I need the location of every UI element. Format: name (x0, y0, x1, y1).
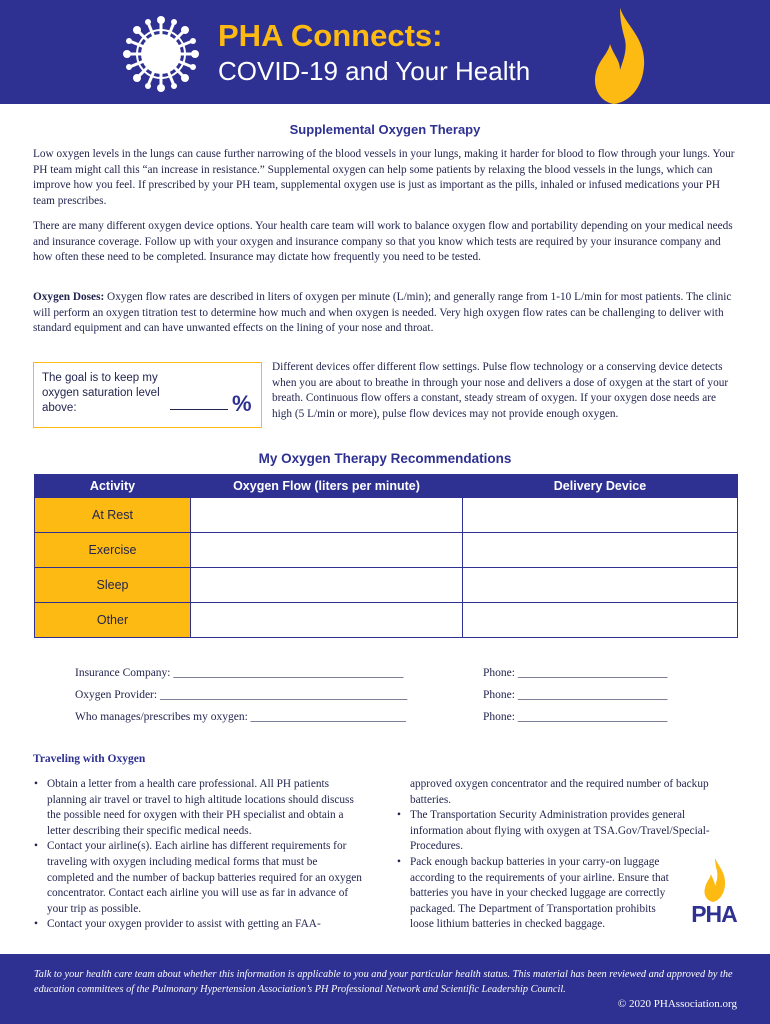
flame-icon (590, 8, 648, 104)
phone-field[interactable]: Phone: __________________________ (483, 689, 668, 701)
delivery-device-entry[interactable] (463, 568, 738, 603)
paragraph-low-oxygen: Low oxygen levels in the lungs can cause further narrowing of the blood vessels in your lungs, making it harder for blood to flow through your lungs. Your PH team might call this “an increase in resistance.” Supplemental oxygen can help some patients by relaxing the blood vessels in the lungs, which can improve how you feel. If prescribed by your PH team, supplemental oxygen use is just as important as the pills, inhaled or infused medications your PH team prescribes. (33, 148, 735, 207)
page-title: PHA Connects: (218, 18, 443, 53)
oxygen-provider-field[interactable]: Oxygen Provider: ___________________________________________ (75, 689, 408, 701)
column-header-oxygen-flow: Oxygen Flow (liters per minute) (191, 475, 463, 498)
recommendations-table (34, 474, 738, 638)
pha-flame-icon (702, 858, 726, 902)
list-item-continuation: approved oxygen concentrator and the required number of backup batteries. (410, 778, 709, 806)
virus-icon (113, 6, 209, 102)
list-item: • Contact your oxygen provider to assist with getting an FAA- (33, 917, 363, 933)
goal-box (33, 362, 262, 428)
delivery-device-entry[interactable] (463, 498, 738, 533)
insurance-company-field[interactable]: Insurance Company: ________________________________________ (75, 667, 404, 679)
delivery-device-entry[interactable] (463, 603, 738, 638)
traveling-heading: Traveling with Oxygen (33, 753, 146, 765)
paragraph-device-options: There are many different oxygen device options. Your health care team will work to balance oxygen flow and portability depending on your medical needs and insurance coverage. Follow up with your oxygen and insurance company so that you know which tests are required by your insurance company and how often these need to be completed. Insurance may dictate how frequently you need to be tested. (33, 220, 733, 264)
oxygen-doses-label: Oxygen Doses: (33, 291, 105, 303)
activity-cell: Sleep (35, 568, 191, 603)
travel-left-column (33, 777, 363, 933)
activity-cell: Other (35, 603, 191, 638)
pha-logo-text: PHA (691, 901, 737, 927)
column-header-delivery-device: Delivery Device (463, 475, 738, 498)
footer (0, 954, 770, 1024)
supplemental-oxygen-heading: Supplemental Oxygen Therapy (289, 122, 481, 137)
table-row (35, 498, 738, 533)
oxygen-flow-entry[interactable] (191, 568, 463, 603)
delivery-device-entry[interactable] (463, 533, 738, 568)
pha-logo (690, 858, 738, 932)
table-row (35, 603, 738, 638)
goal-saturation-blank[interactable] (170, 409, 228, 410)
activity-cell: Exercise (35, 533, 191, 568)
phone-field[interactable]: Phone: __________________________ (483, 667, 668, 679)
table-header-row (35, 475, 738, 498)
activity-cell: At Rest (35, 498, 191, 533)
oxygen-flow-entry[interactable] (191, 533, 463, 568)
list-item: • Pack enough backup batteries in your carry-on luggage according to the requirements of your airline. Ensure that batteries you have in your checked luggage are correctly packaged. The Department of Transportation prohibits loose lithium batteries in checked baggage. (396, 855, 678, 933)
list-item: • The Transportation Security Administration provides general information about flying with oxygen at TSA.Gov/Travel/Special-Procedures. (396, 808, 738, 855)
who-manages-field[interactable]: Who manages/prescribes my oxygen: ___________________________ (75, 711, 406, 723)
paragraph-devices: Different devices offer different flow settings. Pulse flow technology or a conserving device detects when you are about to breathe in through your nose and delivers a dose of oxygen at the start of your breath. Continuous flow offers a constant, steady stream of oxygen. If your oxygen dose needs are high (5 L/min or more), pulse flow devices may not provide enough oxygen. (272, 361, 729, 420)
column-header-activity: Activity (35, 475, 191, 498)
oxygen-doses-text: Oxygen flow rates are described in liters of oxygen per minute (L/min); and generally range from 1-10 L/min for most patients. The clinic will perform an oxygen titration test to determine how much and when oxygen is needed. Very high oxygen flow rates can be challenging to deliver with standard equipment and can have unwanted effects on the lining of your nose and throat. (33, 291, 732, 335)
paragraph-oxygen-doses (33, 290, 738, 337)
goal-percent-sign: % (232, 391, 252, 416)
list-item: • Obtain a letter from a health care professional. All PH patients planning air travel or travel to high altitude locations should discuss the possible need for oxygen with their PH specialist and obtain a letter describing their specific medical needs. (33, 777, 363, 839)
table-row (35, 568, 738, 603)
footer-copyright: © 2020 PHAssociation.org (617, 998, 737, 1010)
footer-disclaimer: Talk to your health care team about whether this information is applicable to you and your particular health status. This material has been reviewed and approved by the education committees of the Pulmonary Hypertension Association’s PH Professional Network and Scientific Leadership Council. (34, 969, 733, 995)
travel-right-column (396, 777, 738, 933)
page-subtitle: COVID-19 and Your Health (218, 56, 531, 86)
oxygen-flow-entry[interactable] (191, 498, 463, 533)
list-item: • Contact your airline(s). Each airline has different requirements for traveling with oxygen including medical forms that must be completed and the number of backup batteries required for an oxygen concentrator. Contact each airline you will use as far in advance of your trip as possible. (33, 839, 363, 917)
table-row (35, 533, 738, 568)
phone-field[interactable]: Phone: __________________________ (483, 711, 668, 723)
oxygen-flow-entry[interactable] (191, 603, 463, 638)
goal-text: The goal is to keep my oxygen saturation level above: (42, 372, 160, 414)
recommendations-heading: My Oxygen Therapy Recommendations (258, 451, 512, 466)
header-banner (0, 0, 770, 104)
